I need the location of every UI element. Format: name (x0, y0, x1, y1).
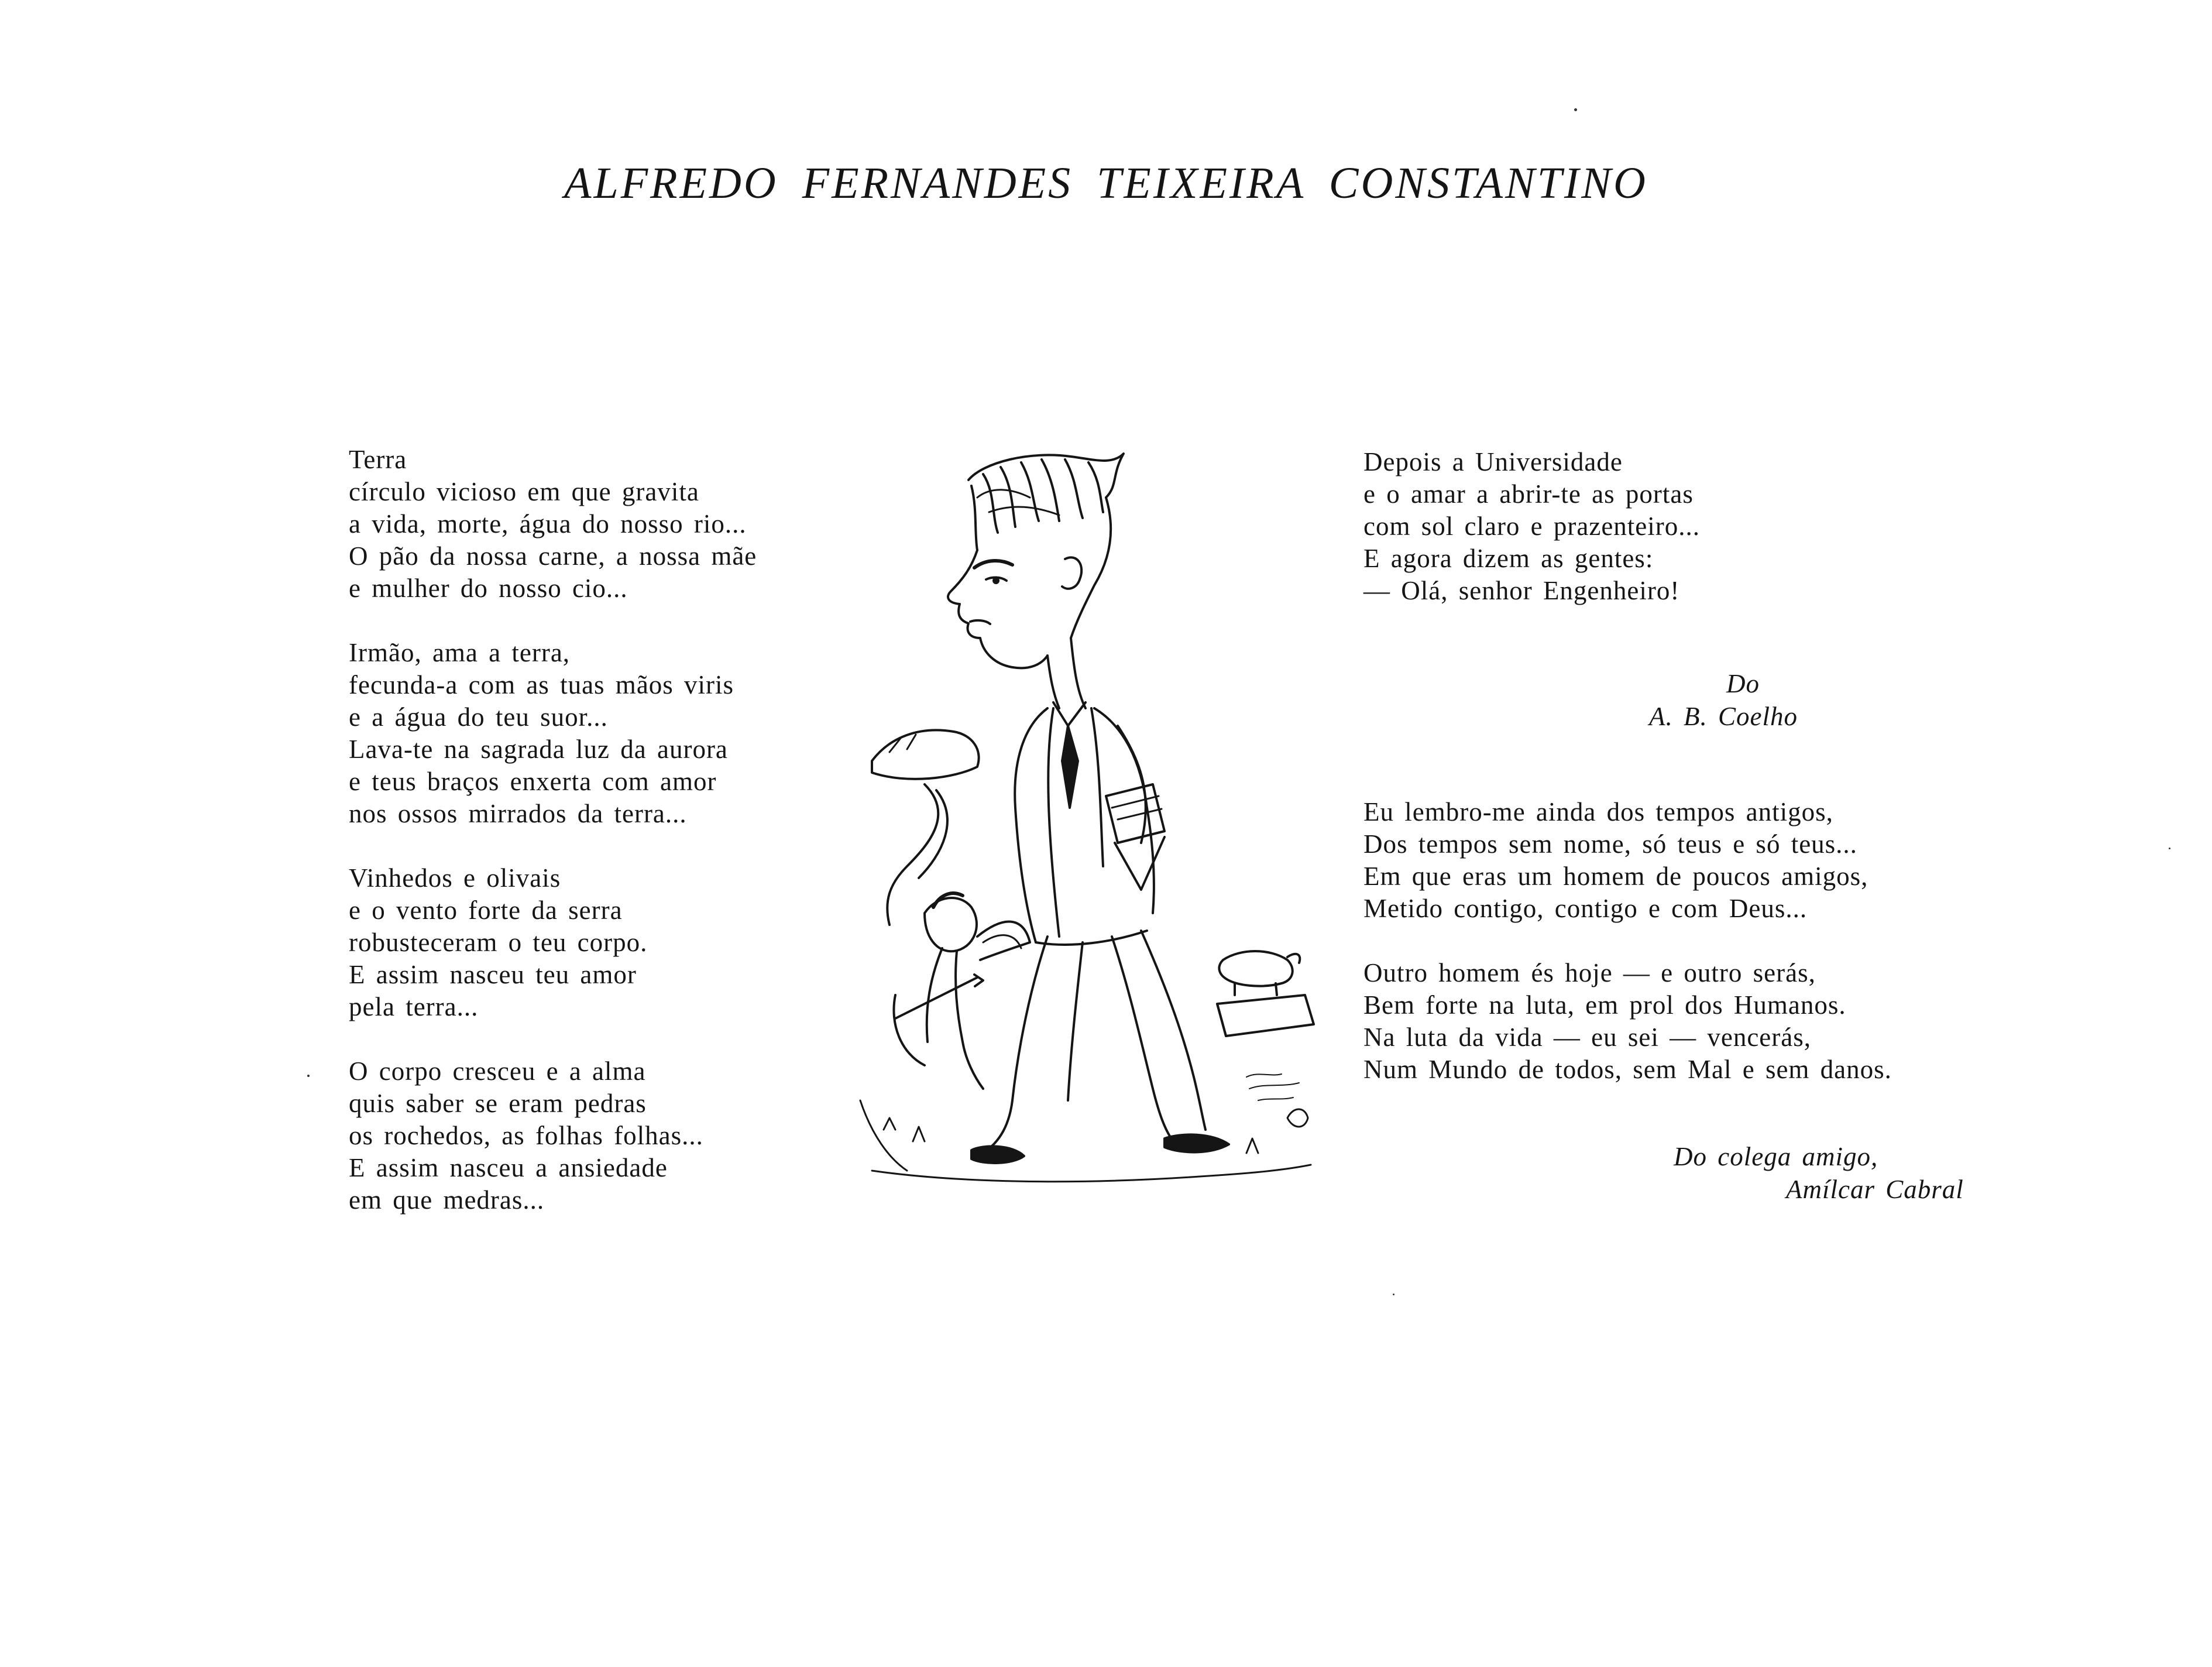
poem-line: quis saber se eram pedras (349, 1089, 647, 1118)
poem-line: Lava-te na sagrada luz da aurora (349, 735, 728, 764)
poem-line: Depois a Universidade (1363, 447, 1623, 476)
poem-line: Bem forte na luta, em prol dos Humanos. (1363, 990, 1846, 1020)
poem-line: e a água do teu suor... (349, 702, 608, 732)
poem-line: Eu lembro-me ainda dos tempos antigos, (1363, 797, 1833, 826)
poem-line: nos ossos mirrados da terra... (349, 799, 687, 828)
left-poem-stanza-2 (349, 637, 757, 830)
right-poem-second (1363, 796, 1892, 1086)
poem-line: robusteceram o teu corpo. (349, 928, 648, 957)
poem-line: e mulher do nosso cio... (349, 574, 628, 603)
poem-line: em que medras... (349, 1185, 545, 1215)
poem-line: e o amar a abrir-te as portas (1363, 479, 1694, 509)
scan-speck (1574, 108, 1577, 111)
poem-line: E agora dizem as gentes: (1363, 544, 1654, 573)
poem-line: Num Mundo de todos, sem Mal e sem danos. (1363, 1055, 1892, 1084)
scan-speck (2169, 848, 2170, 849)
poem-line: círculo vicioso em que gravita (349, 477, 699, 506)
poem-line: Dos tempos sem nome, só teus e só teus... (1363, 829, 1857, 859)
left-poem-stanza-4 (349, 1055, 757, 1216)
poem-line: e teus braços enxerta com amor (349, 767, 717, 796)
poem-line: — Olá, senhor Engenheiro! (1363, 576, 1680, 605)
poem-line: O corpo cresceu e a alma (349, 1057, 646, 1086)
poem-line: e o vento forte da serra (349, 896, 623, 925)
left-poem (349, 444, 757, 1216)
poem-line: com sol claro e prazenteiro... (1363, 512, 1701, 541)
caricature-illustration (837, 433, 1363, 1206)
poem-line: Terra (349, 445, 407, 474)
poem-line: Outro homem és hoje — e outro serás, (1363, 958, 1816, 987)
left-poem-stanza-1 (349, 444, 757, 605)
poem-line: Irmão, ama a terra, (349, 638, 571, 667)
poem-line: os rochedos, as folhas folhas... (349, 1121, 703, 1150)
left-poem-stanza-3 (349, 862, 757, 1023)
poem-line: Na luta da vida — eu sei — vencerás, (1363, 1023, 1811, 1052)
credit-coelho-prefix: Do (1726, 669, 1760, 698)
poem-line: pela terra... (349, 992, 479, 1021)
right-poem-second-stanza-1 (1363, 796, 1892, 925)
poem-line: E assim nasceu a ansiedade (349, 1153, 668, 1182)
page-title: ALFREDO FERNANDES TEIXEIRA CONSTANTINO (564, 159, 1648, 208)
credit-cabral-prefix: Do colega amigo, (1674, 1142, 1878, 1171)
credit-coelho-author: A. B. Coelho (1649, 702, 1798, 731)
scan-speck (1393, 1294, 1394, 1295)
caricature-drawing-icon (837, 433, 1363, 1206)
poem-line: a vida, morte, água do nosso rio... (349, 509, 747, 538)
poem-line: E assim nasceu teu amor (349, 960, 637, 989)
right-poem-second-stanza-2 (1363, 957, 1892, 1086)
poem-line: fecunda-a com as tuas mãos viris (349, 670, 734, 699)
right-poem-first (1363, 446, 1700, 607)
poem-line: O pão da nossa carne, a nossa mãe (349, 541, 757, 571)
poem-line: Em que eras um homem de poucos amigos, (1363, 862, 1868, 891)
poem-line: Vinhedos e olivais (349, 863, 561, 893)
scan-speck (307, 1075, 310, 1077)
poem-line: Metido contigo, contigo e com Deus... (1363, 894, 1808, 923)
credit-cabral-author: Amílcar Cabral (1786, 1175, 1964, 1204)
